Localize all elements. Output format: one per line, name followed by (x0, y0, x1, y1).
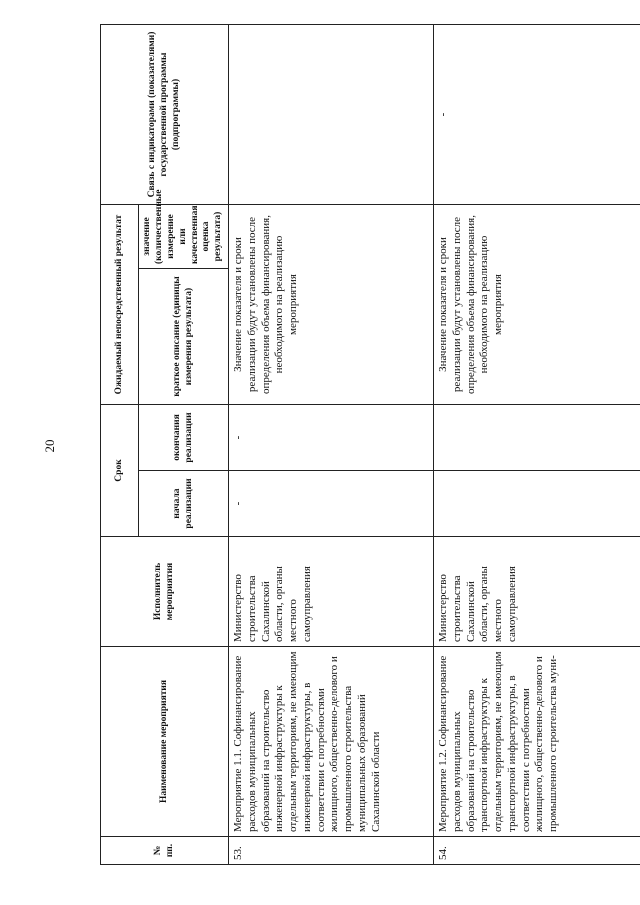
row-name: Мероприятие 1.2. Софинансирование расходов муниципальных образований на строительство транспортной инфраструктуры к отдельным территориям, не имеющим транспортной инфраструктуры, в соответствии с потребностями жилищного, общественно-делового и промышленного строительства муни- (434, 647, 640, 837)
header-term-start: начала реализации (139, 471, 229, 537)
measures-table (100, 24, 640, 865)
row-end: - (229, 405, 434, 471)
row-start: - (229, 471, 434, 537)
header-num: № пп. (101, 837, 229, 865)
row-name: Мероприятие 1.1. Софинансирование расходов муниципальных образований на строительство инженерной инфраструктуры к отдельным территориям, не имеющим инженерной инфраструктуры, в соответствии с потребностями жилищного, общественно-делового и промышленного строительства муниципальных образований Сахалинской области (229, 647, 434, 837)
header-term: Срок (101, 405, 139, 537)
row-start (434, 471, 640, 537)
row-result: Значение показателя и сроки реализации будут установлены после определения объема финансирования, необходимого на реализацию мероприятия (434, 205, 640, 405)
header-name: Наименование мероприятия (101, 647, 229, 837)
page-number: 20 (42, 439, 57, 453)
header-result-desc: краткое описание (единицы измерения результата) (139, 269, 229, 405)
row-num: 54. (434, 837, 640, 865)
document-table-frame (100, 25, 625, 865)
table-header-row (101, 25, 139, 865)
row-executor: Министерство строительства Сахалинской области, органы местного самоуправления (434, 537, 640, 647)
header-result-value: значение (количественные измерение или качественная оценка результата) (139, 205, 229, 269)
header-term-end: окончания реализации (139, 405, 229, 471)
header-executor: Исполнитель мероприятия (101, 537, 229, 647)
row-result: Значение показателя и сроки реализации будут установлены после определения объема финансирования, необходимого на реализацию мероприятия (229, 205, 434, 405)
header-link: Связь с индикаторами (показателями) государственной программы (подпрограммы) (101, 25, 229, 205)
table-row (229, 25, 434, 865)
row-link: - (434, 25, 640, 205)
table-row (434, 25, 640, 865)
row-link (229, 25, 434, 205)
row-executor: Министерство строительства Сахалинской области, органы местного самоуправления (229, 537, 434, 647)
row-num: 53. (229, 837, 434, 865)
header-result: Ожидаемый непосредственный результат (101, 205, 139, 405)
row-end (434, 405, 640, 471)
